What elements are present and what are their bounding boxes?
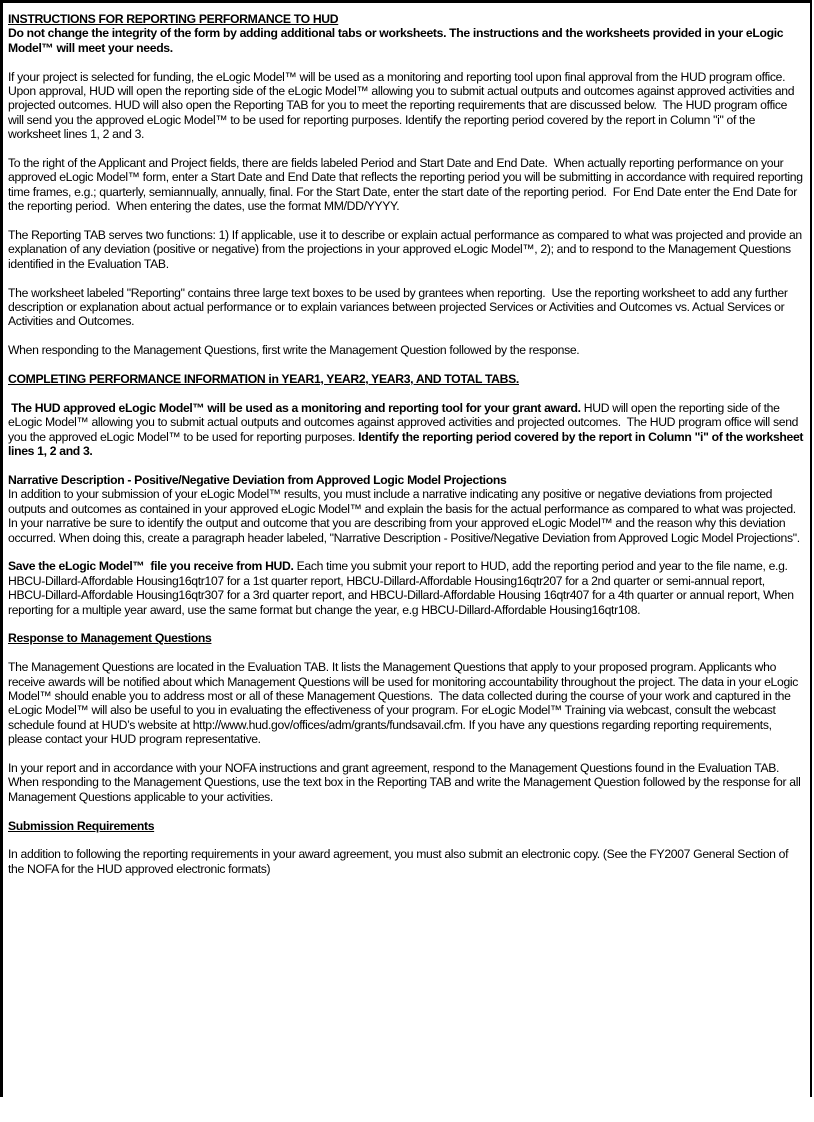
- paragraph: [8, 400, 807, 459]
- blank-line: [8, 833, 804, 847]
- blank-line: [8, 142, 804, 156]
- blank-line: [8, 747, 804, 761]
- blank-line: [8, 804, 804, 818]
- text-run: The Reporting TAB serves two functions: 1) If applicable, use it to describe or explain actual performance as compared to what was projected and provide an explanation of any deviation (positive or negative) from the projections in your approved eLogic Model™, 2); and to respond to the Management Questions identified in the Evaluation TAB.: [8, 228, 805, 271]
- section-heading: [8, 819, 804, 833]
- text-run: If your project is selected for funding, the eLogic Model™ will be used as a monitoring and reporting tool upon final approval from the HUD program office. Upon approval, HUD will open the reporting side of the eLogic Model™ allowing you to submit actual outputs and outcomes against approved activities and projected outcomes. HUD will also open the Reporting TAB for you to meet the reporting requirements that are discussed below. The HUD program office will send you the approved eLogic Model™ to be used for reporting purposes. Identify the reporting period covered by the report in Column "i" of the worksheet lines 1, 2 and 3.: [8, 69, 798, 142]
- paragraph: [8, 559, 804, 617]
- section-heading: [8, 631, 804, 645]
- paragraph: [8, 70, 804, 142]
- blank-line: [8, 458, 804, 472]
- text-run: Response to Management Questions: [8, 631, 212, 646]
- text-run: In addition to your submission of your eLogic Model™ results, you must include a narrative indicating any positive or negative deviations from projected outputs and outcomes as contained in your approved eLogic Model™ and explain the basis for the actual performance as compared to what was projected. In your narrative be sure to identify the output and outcome that you are describing from your approved eLogic Model™ and the reason why this deviation occurred. When doing this, create a paragraph header labeled, "Narrative Description - Positive/Negative Deviation from Approved Logic Model Projections".: [8, 487, 800, 545]
- text-run: In your report and in accordance with your NOFA instructions and grant agreement, respond to the Management Questions found in the Evaluation TAB. When responding to the Management Questions, use the text box in the Reporting TAB and write the Management Question followed by the response for all Management Questions applicable to your activities.: [8, 760, 804, 804]
- document-body: [8, 12, 807, 876]
- text-run: The HUD approved eLogic Model™ will be used as a monitoring and reporting tool for your grant award.: [8, 400, 584, 415]
- blank-line: [8, 617, 804, 631]
- blank-line: [8, 55, 804, 69]
- sub-heading: [8, 473, 804, 487]
- text-run: The worksheet labeled "Reporting" contains three large text boxes to be used by grantees when reporting. Use the reporting worksheet to add any further description or explanation about actual performance or to explain variances between projected Services or Activities and Outcomes vs. Actual Services or Activities and Outcomes.: [8, 285, 791, 329]
- paragraph: [8, 847, 804, 876]
- paragraph: [8, 286, 804, 329]
- blank-line: [8, 646, 804, 660]
- paragraph: [8, 156, 804, 214]
- blank-line: [8, 545, 804, 559]
- text-run: INSTRUCTIONS FOR REPORTING PERFORMANCE TO HUD: [8, 12, 339, 26]
- text-run: Save the eLogic Model™ file you receive from HUD.: [8, 559, 297, 574]
- paragraph: [8, 487, 804, 545]
- text-run: Do not change the integrity of the form by adding additional tabs or worksheets. The instructions and the worksheets provided in your eLogic Model™ will meet your needs.: [8, 26, 787, 55]
- blank-line: [8, 386, 804, 400]
- text-run: The Management Questions are located in the Evaluation TAB. It lists the Management Questions that apply to your proposed program. Applicants who receive awards will be notified about which Management Questions will be used for monitoring accountability throughout the project. The data in your eLogic Model™ should enable you to address most or all of these Management Questions. The data collected during the course of your work and captured in the eLogic Model™ will also be useful to you in evaluating the effectiveness of your program. For eLogic Model™ Training via webcast, consult the webcast schedule found at HUD’s website at http://www.hud.gov/offices/adm/grants/fundsavail.cfm. If you have any questions regarding reporting requirements, please contact your HUD program representative.: [8, 660, 802, 747]
- paragraph: [8, 761, 804, 804]
- text-run: HUD will open the reporting side of the eLogic Model™ allowing you to submit actual outputs and outcomes against approved activities and projected outcomes. The HUD program office will send you the approved eLogic Model™ to be used for reporting purposes.: [8, 400, 802, 444]
- text-run: When responding to the Management Questions, first write the Management Question followed by the response.: [8, 343, 580, 358]
- text-run: In addition to following the reporting requirements in your award agreement, you must also submit an electronic copy. (See the FY2007 General Section of the NOFA for the HUD approved electronic formats): [8, 847, 792, 876]
- paragraph: [8, 26, 804, 55]
- text-run: To the right of the Applicant and Project fields, there are fields labeled Period and Start Date and End Date. When actually reporting performance on your approved eLogic Model™ form, enter a Start Date and End Date that reflects the reporting period you will be submitting in accordance with required reporting time frames, e.g.; quarterly, semiannually, annually, final. For the Start Date, enter the start date of the reporting period. For End Date enter the End Date for the reporting period. When entering the dates, use the format MM/DD/YYYY.: [8, 156, 806, 214]
- text-run: Submission Requirements: [8, 818, 155, 833]
- text-run: Identify the reporting period covered by the report in Column "i" of the worksheet lines 1, 2 and 3.: [8, 429, 807, 459]
- blank-line: [8, 358, 804, 372]
- paragraph: [8, 228, 804, 271]
- blank-line: [8, 214, 804, 228]
- section-heading: [8, 12, 804, 26]
- paragraph: [8, 343, 804, 357]
- blank-line: [8, 329, 804, 343]
- text-run: Narrative Description - Positive/Negative Deviation from Approved Logic Model Projections: [8, 472, 507, 487]
- blank-line: [8, 271, 804, 285]
- text-run: COMPLETING PERFORMANCE INFORMATION in YEAR1, YEAR2, YEAR3, AND TOTAL TABS.: [8, 372, 519, 387]
- text-run: Each time you submit your report to HUD, add the reporting period and year to the file name, e.g. HBCU-Dillard-Affordable Housing16qtr107 for a 1st quarter report, HBCU-Dillard-Affordable Housing16qtr207 for a 2nd quarter or semi-annual report, HBCU-Dillard-Affordable Housing16qtr307 for a 3rd quarter report, and HBCU-Dillard-Affordable Housing 16qtr407 for a 4th quarter or annual report, When reporting for a multiple year award, use the same format but change the year, e.g HBCU-Dillard-Affordable Housing16qtr108.: [8, 559, 797, 617]
- section-heading: [8, 372, 804, 386]
- paragraph: [8, 660, 804, 746]
